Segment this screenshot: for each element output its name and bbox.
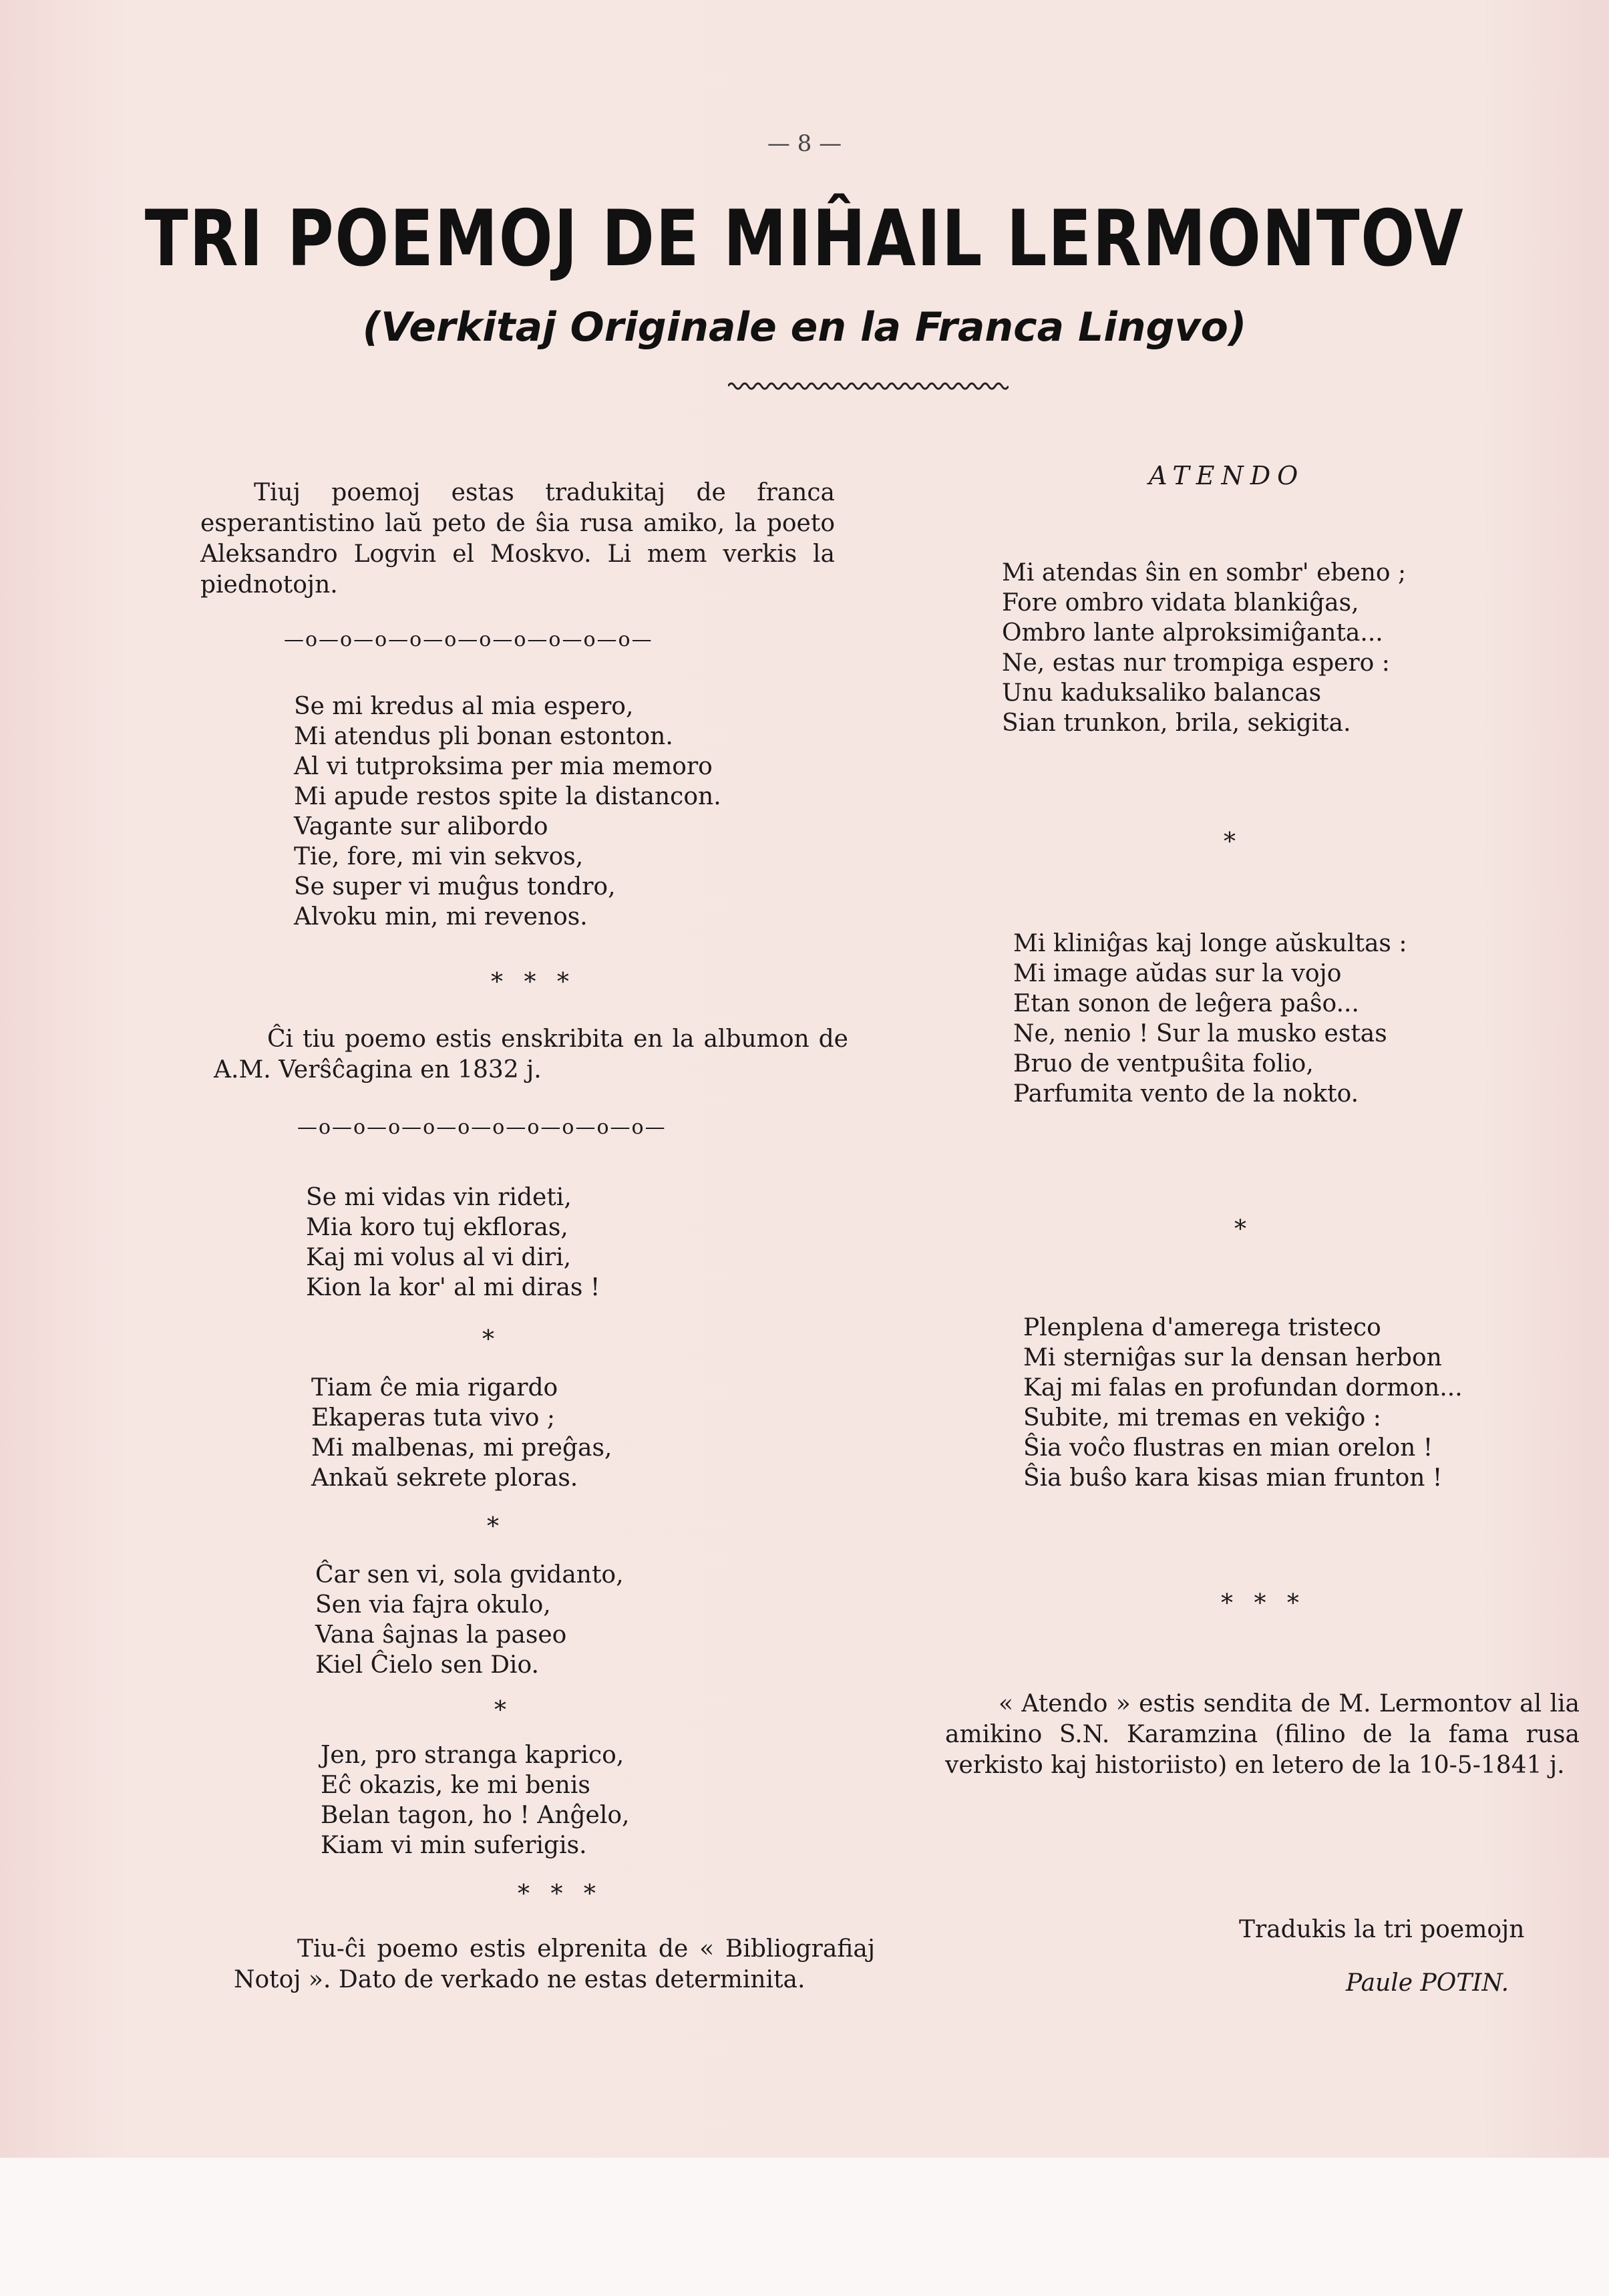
- poem-line: Fore ombro vidata blankiĝas,: [1002, 589, 1359, 617]
- poem-line: Kion la kor' al mi diras !: [306, 1274, 600, 1301]
- poem-line: Vagante sur alibordo: [294, 813, 548, 840]
- poem-line: Bruo de ventpuŝita folio,: [1013, 1050, 1314, 1078]
- stars-divider: * * *: [491, 969, 576, 996]
- poem-line: Ekaperas tuta vivo ;: [311, 1404, 555, 1432]
- poem-line: Al vi tutproksima per mia memoro: [294, 753, 713, 780]
- star-divider: *: [494, 1697, 513, 1724]
- poem-line: Ŝia voĉo flustras en mian orelon !: [1023, 1434, 1433, 1462]
- poem-line: Unu kaduksaliko balancas: [1002, 679, 1322, 707]
- poem-line: Etan sonon de leĝera paŝo...: [1013, 990, 1359, 1017]
- poem-line: Alvoku min, mi revenos.: [294, 903, 588, 931]
- atendo-stanza-2: [1013, 929, 1407, 1109]
- poem-2-stanza-4: [321, 1740, 629, 1860]
- poem-line: Mi malbenas, mi preĝas,: [311, 1434, 612, 1462]
- note-paragraph: Ĉi tiu poemo estis enskribita en la albumon de A.M. Verŝĉagina en 1832 j.: [214, 1025, 848, 1084]
- intro-paragraph: Tiuj poemoj estas tradukitaj de franca esperantistino laŭ peto de ŝia rusa amiko, la poeto Aleksandro Logvin el Moskvo. Li mem verkis la piednotojn.: [200, 479, 835, 599]
- poem-line: Ne, nenio ! Sur la musko estas: [1013, 1020, 1387, 1047]
- poem-line: Sen via fajra okulo,: [315, 1591, 551, 1619]
- stars-divider: * * *: [518, 1880, 602, 1908]
- poem-line: Tie, fore, mi vin sekvos,: [294, 843, 584, 870]
- poem-1: [294, 691, 721, 932]
- poem-line: Mi atendas ŝin en sombr' ebeno ;: [1002, 559, 1407, 587]
- note-paragraph: Tiu-ĉi poemo estis elprenita de « Bibliografiaj Notoj ». Dato de verkado ne estas determinita.: [234, 1935, 875, 1993]
- page-subtitle: (Verkitaj Originale en la Franca Lingvo): [362, 304, 1247, 351]
- poem-line: Ĉar sen vi, sola gvidanto,: [315, 1561, 624, 1589]
- poem-line: Tiam ĉe mia rigardo: [311, 1374, 558, 1402]
- poem-line: Parfumita vento de la nokto.: [1013, 1080, 1359, 1108]
- poem-line: Se mi kredus al mia espero,: [294, 693, 634, 720]
- poem-line: Subite, mi tremas en vekiĝo :: [1023, 1404, 1381, 1432]
- page-number: — 8 —: [767, 130, 842, 157]
- star-divider: *: [482, 1326, 501, 1353]
- page-title: TRI POEMOJ DE MIĤAIL LERMONTOV: [144, 194, 1465, 284]
- poem-line: Ne, estas nur trompiga espero :: [1002, 649, 1390, 677]
- star-divider: *: [487, 1513, 506, 1540]
- poem-line: Mi kliniĝas kaj longe aŭskultas :: [1013, 930, 1407, 957]
- poem-line: Kaj mi falas en profundan dormon...: [1023, 1374, 1463, 1402]
- note-paragraph: « Atendo » estis sendita de M. Lermontov al lia amikino S.N. Karamzina (filino de la fama rusa verkisto kaj historiisto) en letero de la 10-5-1841 j.: [945, 1690, 1580, 1779]
- poem-line: Mi image aŭdas sur la vojo: [1013, 960, 1342, 987]
- poem-line: Kiam vi min suferigis.: [321, 1832, 587, 1859]
- poem-line: Plenplena d'amerega tristeco: [1023, 1314, 1381, 1341]
- translator-name: Paule POTIN.: [1346, 1969, 1509, 1997]
- star-divider: *: [1234, 1216, 1253, 1243]
- poem-line: Mi apude restos spite la distancon.: [294, 783, 721, 810]
- poem-line: Ŝia buŝo kara kisas mian frunton !: [1023, 1464, 1443, 1492]
- translator-credit: Tradukis la tri poemojn: [1239, 1916, 1525, 1943]
- poem-2-stanza-2: [311, 1373, 612, 1493]
- poem-line: Belan tagon, ho ! Anĝelo,: [321, 1802, 630, 1829]
- separator: —o—o—o—o—o—o—o—o—o—o—: [297, 1116, 667, 1139]
- poem-line: Mia koro tuj ekfloras,: [306, 1214, 568, 1241]
- atendo-stanza-3: [1023, 1313, 1463, 1493]
- poem-line: Ombro lante alproksimiĝanta...: [1002, 619, 1383, 647]
- poem-title: ATENDO: [1149, 461, 1305, 490]
- poem-2-stanza-1: [306, 1182, 600, 1303]
- poem-line: Se mi vidas vin rideti,: [306, 1184, 572, 1211]
- separator: —o—o—o—o—o—o—o—o—o—o—: [284, 628, 653, 651]
- poem-line: Mi sterniĝas sur la densan herbon: [1023, 1344, 1442, 1371]
- poem-line: Vana ŝajnas la paseo: [315, 1621, 567, 1649]
- poem-line: Ankaŭ sekrete ploras.: [311, 1464, 578, 1492]
- decorative-squiggle: [728, 379, 1009, 393]
- poem-line: Eĉ okazis, ke mi benis: [321, 1772, 590, 1799]
- poem-line: Jen, pro stranga kaprico,: [321, 1742, 624, 1769]
- poem-line: Se super vi muĝus tondro,: [294, 873, 616, 900]
- poem-line: Mi atendus pli bonan estonton.: [294, 723, 673, 750]
- star-divider: *: [1224, 828, 1242, 856]
- atendo-stanza-1: [1002, 558, 1406, 738]
- stars-divider: * * *: [1221, 1590, 1306, 1617]
- poem-line: Kiel Ĉielo sen Dio.: [315, 1651, 539, 1679]
- scan-margin: [0, 2158, 1609, 2296]
- poem-line: Sian trunkon, brila, sekigita.: [1002, 709, 1351, 737]
- poem-line: Kaj mi volus al vi diri,: [306, 1244, 572, 1271]
- poem-2-stanza-3: [315, 1560, 624, 1680]
